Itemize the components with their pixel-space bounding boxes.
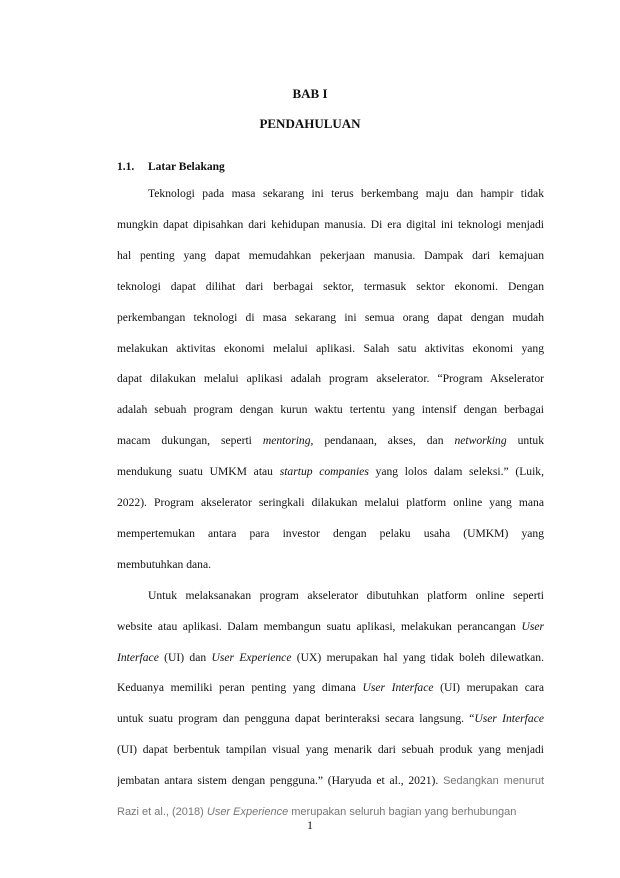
- text-line: [117, 773, 544, 789]
- italic-term: User: [521, 620, 544, 633]
- italic-term: networking: [454, 434, 507, 447]
- chapter-label: BAB I: [292, 86, 328, 101]
- text-run: untuk suatu program dan pengguna dapat berinteraksi secara langsung. “: [117, 712, 475, 725]
- italic-term: User Interface: [474, 712, 544, 725]
- italic-term: User Interface: [362, 681, 434, 694]
- text-run: Keduanya memiliki peran penting yang dimana: [117, 681, 363, 694]
- text-run: perkembangan teknologi di masa sekarang ini semua orang dapat dengan mudah: [117, 311, 544, 324]
- text-line: [117, 557, 544, 573]
- text-run: Untuk melaksanakan program akselerator dibutuhkan platform online seperti: [148, 589, 544, 602]
- text-run: (UI) dan: [158, 651, 212, 664]
- section-number: 1.1.: [117, 161, 135, 173]
- text-line: [148, 588, 544, 604]
- text-run: jembatan antara sistem dengan pengguna.” (Haryuda et al., 2021).: [117, 774, 444, 787]
- italic-term: mentoring: [262, 434, 311, 447]
- text-run: hal penting yang dapat memudahkan pekerjaan manusia. Dampak dari kemajuan: [117, 249, 544, 262]
- text-run: yang lolos dalam seleksi.” (Luik,: [368, 465, 544, 478]
- text-run: Teknologi pada masa sekarang ini terus berkembang maju dan hampir tidak: [148, 187, 544, 200]
- text-line: [117, 526, 544, 542]
- text-line: [117, 279, 544, 295]
- text-run: mempertemukan antara para investor dengan pelaku usaha (UMKM) yang: [117, 527, 544, 540]
- section-title: Latar Belakang: [148, 161, 225, 173]
- text-line: [117, 680, 544, 696]
- text-run: (UI) dapat berbentuk tampilan visual yang menarik dari sebuah produk yang menjadi: [117, 743, 544, 756]
- italic-term: startup companies: [279, 465, 369, 478]
- chapter-title: PENDAHULUAN: [259, 116, 361, 131]
- text-run: Sedangkan menurut: [443, 775, 544, 787]
- text-line: [117, 371, 544, 387]
- text-line: [117, 248, 544, 264]
- text-line: [117, 495, 544, 511]
- text-line: [117, 341, 544, 357]
- text-line: [117, 217, 544, 233]
- text-run: untuk: [506, 434, 544, 447]
- text-run: website atau aplikasi. Dalam membangun suatu aplikasi, melakukan perancangan: [117, 620, 522, 633]
- text-run: melakukan aktivitas ekonomi melalui aplikasi. Salah satu aktivitas ekonomi yang: [117, 342, 544, 355]
- section-heading: [117, 161, 225, 173]
- text-run: (UI) merupakan cara: [433, 681, 544, 694]
- text-run: membutuhkan dana.: [117, 558, 212, 571]
- text-run: macam dukungan, seperti: [117, 434, 263, 447]
- text-run: Razi et al., (2018): [117, 806, 207, 818]
- text-line: [117, 619, 544, 635]
- text-run: mendukung suatu UMKM atau: [117, 465, 280, 478]
- text-line: [117, 433, 544, 449]
- text-line: [117, 402, 544, 418]
- text-run: merupakan seluruh bagian yang berhubungan: [288, 806, 517, 818]
- text-line: [117, 711, 544, 727]
- text-run: , pendanaan, akses, dan: [310, 434, 455, 447]
- page-number: 1: [307, 818, 313, 832]
- text-run: 2022). Program akselerator seringkali dilakukan melalui platform online yang mana: [117, 496, 544, 509]
- text-run: mungkin dapat dipisahkan dari kehidupan manusia. Di era digital ini teknologi menjadi: [117, 218, 544, 231]
- text-run: adalah sebuah program dengan kurun waktu tertentu yang intensif dengan berbagai: [117, 403, 544, 416]
- text-line: [117, 742, 544, 758]
- text-run: teknologi dapat dilihat dari berbagai sektor, termasuk sektor ekonomi. Dengan: [117, 280, 544, 293]
- text-run: dapat dilakukan melalui aplikasi adalah program akselerator. “Program Akselerator: [117, 372, 544, 385]
- italic-term: User Experience: [206, 806, 289, 818]
- text-line: [117, 650, 544, 666]
- text-line: [117, 310, 544, 326]
- italic-term: User Experience: [211, 651, 292, 664]
- italic-term: Interface: [117, 651, 159, 664]
- text-run: (UX) merupakan hal yang tidak boleh dilewatkan.: [291, 651, 544, 664]
- text-line: [117, 464, 544, 480]
- text-line: [148, 186, 544, 202]
